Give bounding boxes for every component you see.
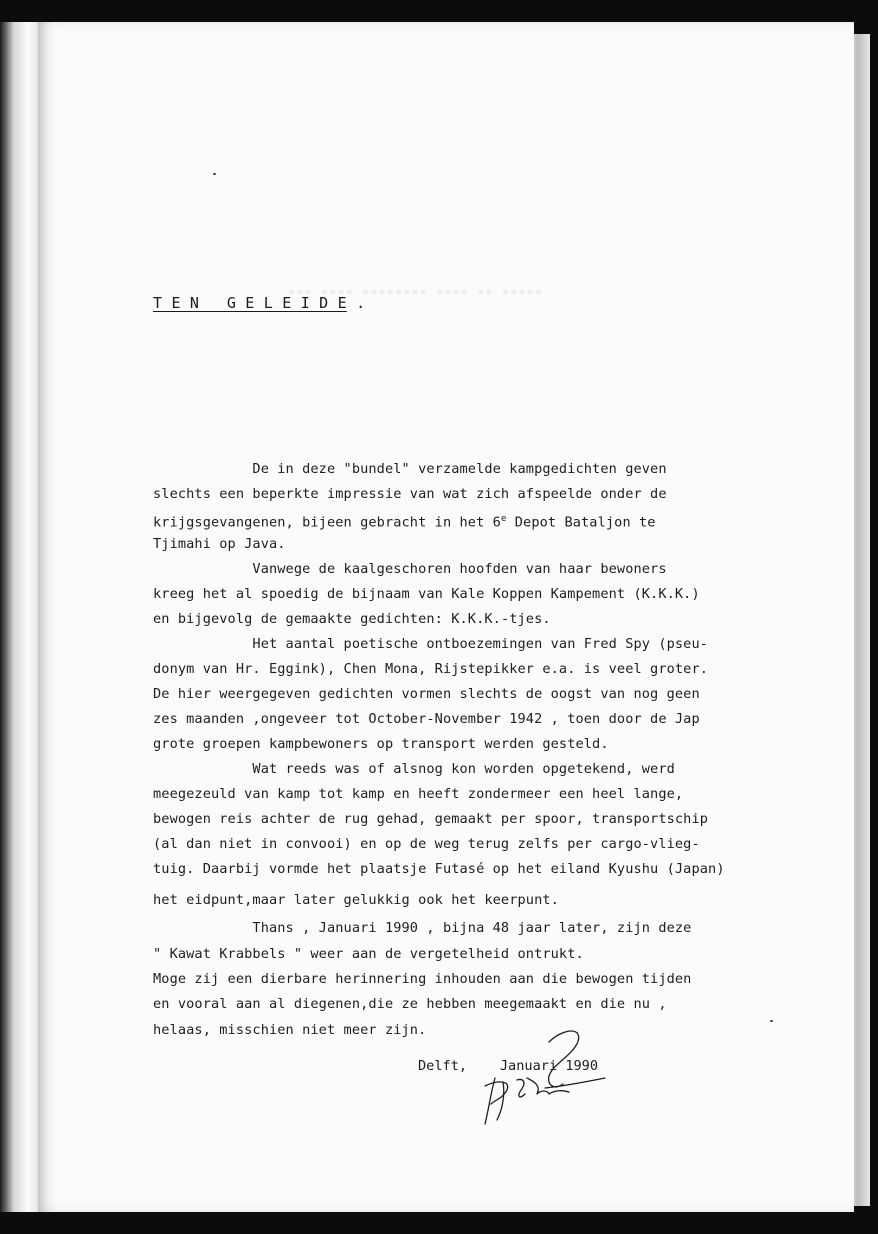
paper-speck xyxy=(213,173,216,175)
text-line: donym van Hr. Eggink), Chen Mona, Rijstepikker e.a. is veel groter. xyxy=(153,661,709,677)
show-through-text: ▪▪▪ ▪▪▪▪ ▪▪▪▪▪▪▪▪ ▪▪▪▪ ▪▪ ▪▪▪▪▪ xyxy=(288,284,543,298)
text-line: helaas, misschien niet meer zijn. xyxy=(153,1022,427,1038)
text-line: Thans , Januari 1990 , bijna 48 jaar later, zijn deze xyxy=(153,920,692,936)
superscript: e xyxy=(500,514,507,524)
text-line: Wat reeds was of alsnog kon worden opgetekend, werd xyxy=(153,761,675,777)
text-line: kreeg het al spoedig de bijnaam van Kale Koppen Kampement (K.K.K.) xyxy=(153,586,700,602)
text-line: Het aantal poetische ontboezemingen van Fred Spy (pseu- xyxy=(153,636,709,652)
text-line: zes maanden ,ongeveer tot October-November 1942 , toen door de Jap xyxy=(153,711,700,727)
text-line: tuig. Daarbij vormde het plaatsje Futasé op het eiland Kyushu (Japan) xyxy=(153,861,725,877)
title-suffix: . xyxy=(346,294,366,312)
text-line: grote groepen kampbewoners op transport werden gesteld. xyxy=(153,736,609,752)
text-line: De hier weergegeven gedichten vormen slechts de oogst van nog geen xyxy=(153,686,700,702)
title-text: T E N G E L E I D E xyxy=(153,294,347,312)
text-line: De in deze "bundel" verzamelde kampgedichten geven xyxy=(153,461,667,477)
text-line-part: krijgsgevangenen, bijeen gebracht in het 6 xyxy=(153,514,501,531)
paper-speck xyxy=(770,1020,773,1022)
text-line: en vooral aan al diegenen,die ze hebben meegemaakt en die nu , xyxy=(153,996,667,1012)
text-line: Moge zij een dierbare herinnering inhouden aan die bewogen tijden xyxy=(153,971,692,987)
text-line: het eidpunt,maar later gelukkig ook het keerpunt. xyxy=(153,892,559,908)
text-line: meegezeuld van kamp tot kamp en heeft zondermeer een heel lange, xyxy=(153,786,684,802)
signature xyxy=(445,1020,615,1130)
text-line: slechts een beperkte impressie van wat zich afspeelde onder de xyxy=(153,486,667,502)
place-date: Delft, Januari 1990 xyxy=(418,1058,599,1074)
text-line: Tjimahi op Java. xyxy=(153,536,286,552)
text-line: " Kawat Krabbels " weer aan de vergetelheid ontrukt. xyxy=(153,946,584,962)
text-line: (al dan niet in convooi) en op de weg terug zelfs per cargo-vlieg- xyxy=(153,836,700,852)
text-line: Vanwege de kaalgeschoren hoofden van haar bewoners xyxy=(153,561,667,577)
text-line: bewogen reis achter de rug gehad, gemaakt per spoor, transportschip xyxy=(153,811,709,827)
text-line-part: Depot Bataljon te xyxy=(506,514,656,531)
page-title xyxy=(153,294,365,312)
text-line xyxy=(153,511,656,531)
facing-page-edge xyxy=(0,22,40,1212)
text-line: en bijgevolg de gemaakte gedichten: K.K.K.-tjes. xyxy=(153,611,551,627)
